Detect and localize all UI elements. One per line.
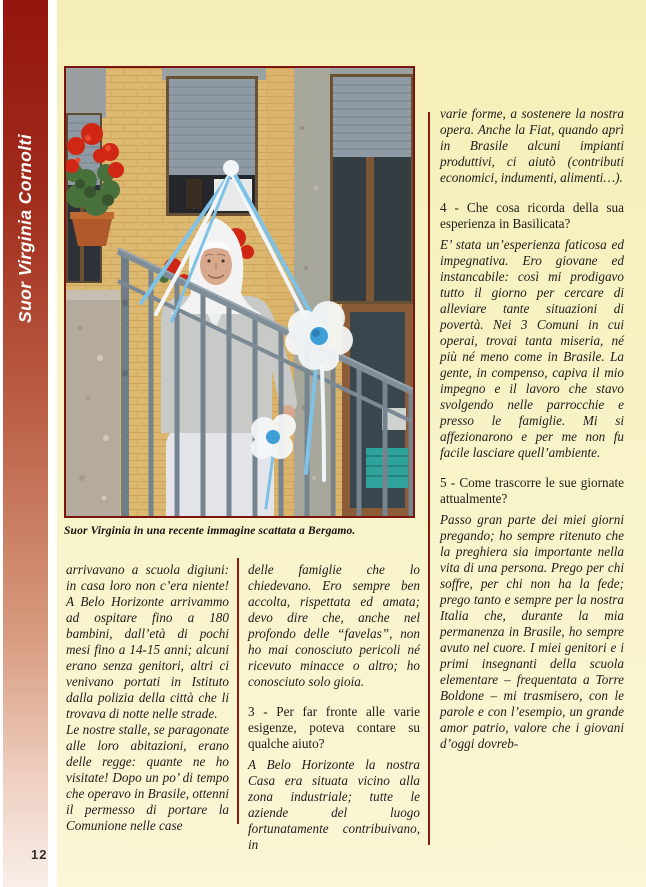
column-rule-right: [428, 112, 430, 845]
article-column-1: [66, 562, 229, 834]
article-paragraph: Passo gran parte dei miei giorni pregando; ho sempre ritenuto che la preghiera sia importante nella vita di una persona. Prego per chi soffre, per chi non ha la fede; prego tanto e sempre per la nostra Italia che, durante la mia permanenza in Brasile, ho sempre avuto nel cuore. I miei genitori e i primi insegnanti della scuola elementare – frequentata a Torre Boldone – mi trasmisero, con le parole e con l’esempio, un grande amor patrio, valore che i giovani d’oggi dovreb-: [440, 512, 624, 751]
article-paragraph: arrivavano a scuola digiuni: in casa loro non c’era niente! A Belo Horizonte arrivammo ad ospitare fino a 180 bambini, dall’età di pochi mesi fino a 14-15 anni; alcuni erano senza genitori, altri ci venivano portati in Istituto dalla polizia della città che li trovava di notte nelle strade.: [66, 562, 229, 721]
article-paragraph: A Belo Horizonte la nostra Casa era situata vicino alla zona industriale; tutte le aziende del luogo fortunatamente contribuivano, in: [248, 757, 420, 852]
photo-nun-balcony: [64, 66, 415, 518]
page-number: 12: [31, 847, 48, 862]
article-paragraph: delle famiglie che lo chiedevano. Ero sempre ben accolta, rispettata ed amata; devo dire che, anche nel profondo delle “favelas”, non ho mai conosciuto pericoli né ricevuto minacce o altro; ho conosciuto solo gioia.: [248, 562, 420, 689]
photo-caption: Suor Virginia in una recente immagine scattata a Bergamo.: [64, 524, 356, 537]
interview-question: 5 - Come trascorre le sue giornate attualmente?: [440, 475, 624, 506]
article-paragraph: E’ stata un’esperienza faticosa ed impegnativa. Ero giovane ed instancabile: così mi prodigavo tutto il giorno per cercare di alleviare tante situazioni di povertà. Nei 3 Comuni in cui operai, trovai tanta miseria, né più né meno come in Brasile. La gente, in compenso, capiva il mio impegno e il lavoro che stavo svolgendo nelle parrocchie e presso le famiglie. Mi si affezionarono e per me non fu facile lasciare quell’ambiente.: [440, 237, 624, 460]
interview-question: 3 - Per far fronte alle varie esigenze, poteva contare su qualche aiuto?: [248, 704, 420, 751]
article-paragraph: varie forme, a sostenere la nostra opera. Anche la Fiat, quando aprì in Brasile alcuni impianti produttivi, ci aiutò (contributi economici, indumenti, alimenti…).: [440, 106, 624, 185]
article-paragraph: Le nostre stalle, se paragonate alle loro abitazioni, erano delle regge: quante ne ho visitate! Dopo un po’ di tempo che operavo in Brasile, ottenni il permesso di portare la Comunione nelle case: [66, 722, 229, 833]
column-rule-left: [237, 558, 239, 824]
article-column-2: [248, 562, 420, 853]
photo-illustration: [66, 68, 413, 516]
sidebar-title: Suor Virginia Cornolti: [15, 134, 35, 323]
article-column-3: [440, 106, 624, 752]
interview-question: 4 - Che cosa ricorda della sua esperienza in Basilicata?: [440, 200, 624, 231]
